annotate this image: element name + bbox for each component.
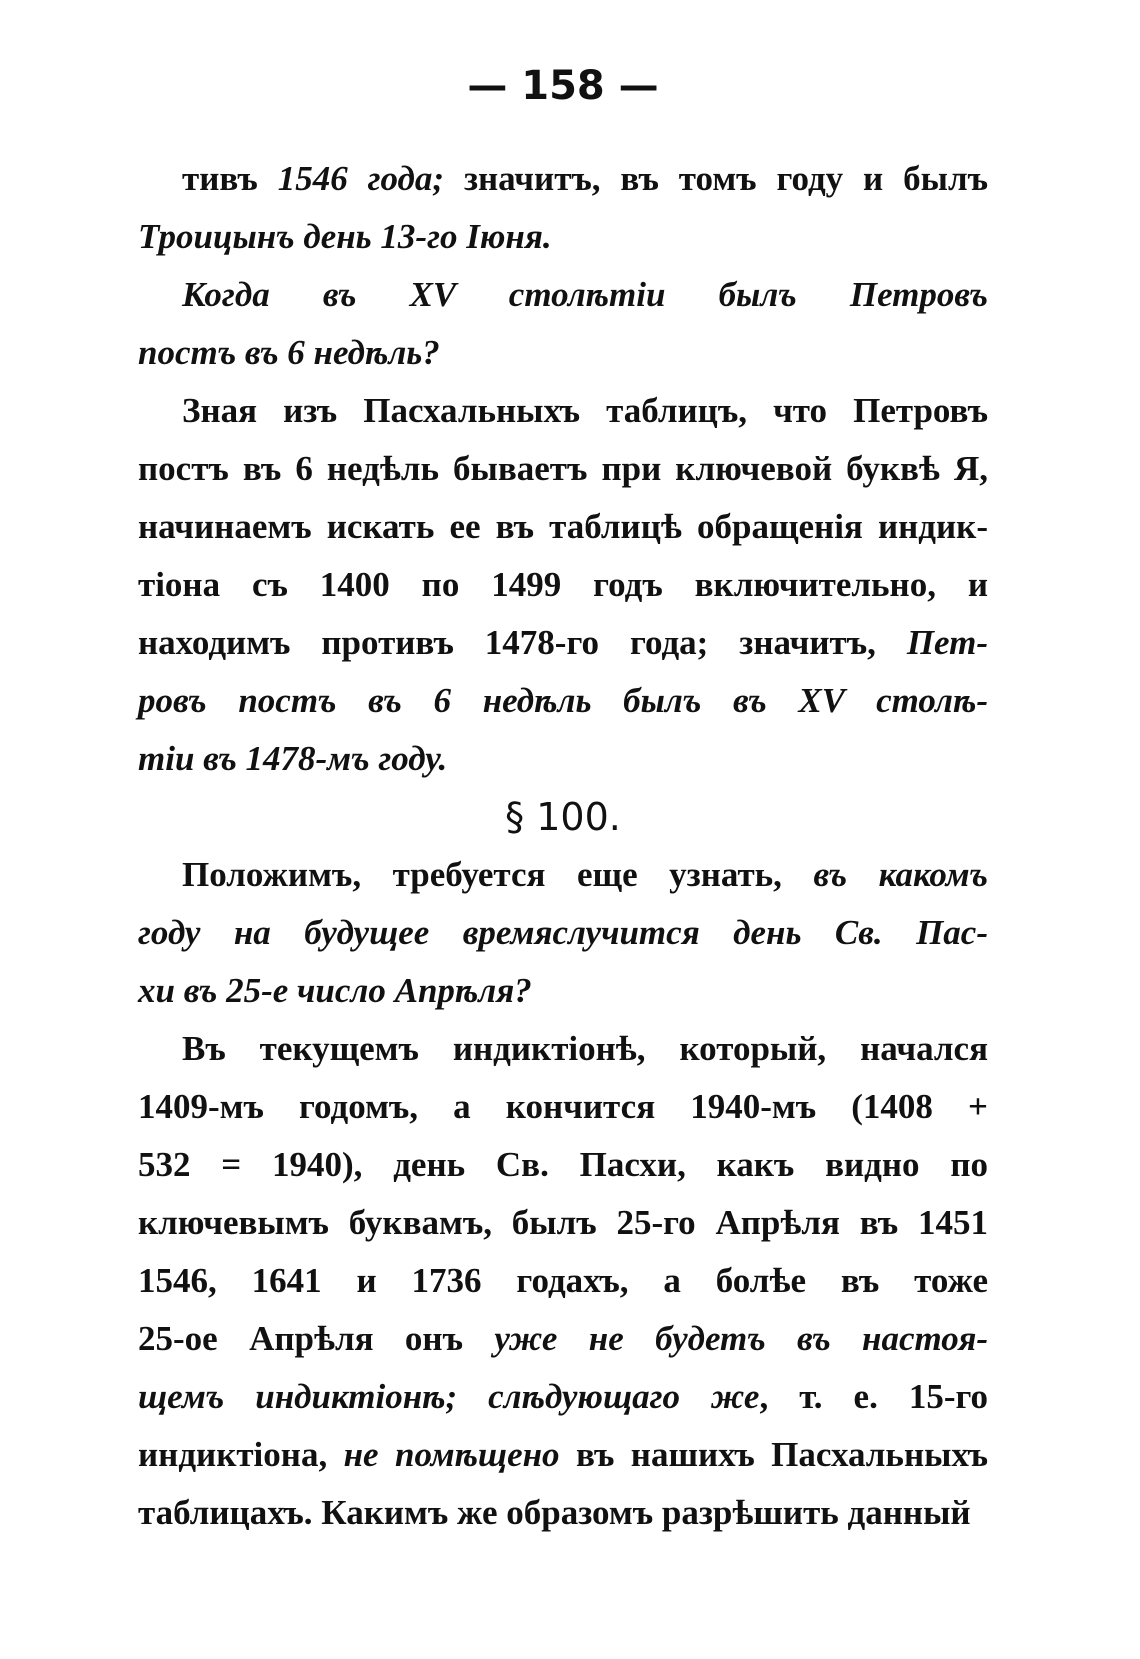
line-text: тивъ: [182, 159, 278, 198]
text-line: [138, 266, 988, 324]
line-text: тіона съ 1400 по 1499 годъ включительно, и: [138, 565, 988, 604]
line-text: 1409-мъ годомъ, а кончится 1940-мъ (1408 +: [138, 1087, 988, 1126]
text-line: [138, 1078, 988, 1136]
page-number: — 158 —: [467, 63, 659, 109]
line-text-italic: щемъ индиктіонѣ; слѣдующаго же: [138, 1377, 760, 1416]
text-line: [138, 1484, 988, 1542]
paragraph: [138, 846, 988, 1020]
line-text-italic: въ какомъ: [813, 855, 989, 894]
line-text: Зная изъ Пасхальныхъ таблицъ, что Петровъ: [182, 391, 988, 430]
text-line: [138, 730, 988, 788]
text-line: [138, 672, 988, 730]
line-text-italic: году на будущее времяслучится день Св. Пас-: [138, 913, 988, 952]
text-line: [138, 382, 988, 440]
text-line: [138, 1368, 988, 1426]
text-line: [138, 962, 988, 1020]
line-text: индиктіона,: [138, 1435, 344, 1474]
text-line: [138, 1426, 988, 1484]
line-text: Въ текущемъ индиктіонѣ, который, начался: [182, 1029, 988, 1068]
page-body: [138, 150, 988, 1542]
text-line: [138, 440, 988, 498]
text-line: [138, 556, 988, 614]
text-line: [138, 1136, 988, 1194]
paragraph: [138, 150, 988, 266]
text-line: [138, 1020, 988, 1078]
line-text-italic: уже не будетъ въ настоя-: [494, 1319, 988, 1358]
line-text-italic: Когда въ XV столѣтіи былъ Петровъ: [182, 275, 988, 314]
line-text-italic: Пет-: [906, 623, 988, 662]
line-text: 1546, 1641 и 1736 годахъ, а болѣе въ тоже: [138, 1261, 988, 1300]
text-line: [138, 846, 988, 904]
line-text: 25-ое Апрѣля онъ: [138, 1319, 495, 1358]
line-text: постъ въ 6 недѣль бываетъ при ключевой буквѣ Я,: [138, 449, 988, 488]
section-heading: § 100.: [505, 795, 621, 839]
line-text-italic: ровъ постъ въ 6 недѣль былъ въ XV столѣ-: [138, 681, 988, 720]
line-text: таблицахъ. Какимъ же образомъ разрѣшить данный: [138, 1493, 971, 1532]
line-text-italic: не помѣщено: [343, 1435, 560, 1474]
text-line: [138, 208, 988, 266]
line-text: находимъ противъ 1478-го года; значитъ,: [138, 623, 907, 662]
line-text: 532 = 1940), день Св. Пасхи, какъ видно по: [138, 1145, 988, 1184]
text-line: [138, 1194, 988, 1252]
line-text-italic: постъ въ 6 недѣль?: [138, 333, 440, 372]
line-text: значитъ, въ томъ году и былъ: [444, 159, 988, 198]
text-line: [138, 1252, 988, 1310]
text-line: [138, 904, 988, 962]
line-text: Положимъ, требуется еще узнать,: [182, 855, 814, 894]
paragraph: [138, 266, 988, 382]
line-text-italic: хи въ 25-е число Апрѣля?: [138, 971, 532, 1010]
line-text-italic: Троицынъ день 13-го Іюня.: [138, 217, 552, 256]
line-text-italic: тіи въ 1478-мъ году.: [138, 739, 448, 778]
text-line: [138, 498, 988, 556]
line-text: ключевымъ буквамъ, былъ 25-го Апрѣля въ 1451: [138, 1203, 988, 1242]
text-line: [138, 614, 988, 672]
line-text: начинаемъ искать ее въ таблицѣ обращенія индик-: [138, 507, 988, 546]
text-line: [138, 150, 988, 208]
line-text: въ нашихъ Пасхальныхъ: [559, 1435, 989, 1474]
paragraph: [138, 1020, 988, 1542]
text-line: [138, 324, 988, 382]
text-block-after-section: [138, 846, 988, 1542]
text-block-before-section: [138, 150, 988, 788]
line-text: , т. е. 15-го: [759, 1377, 988, 1416]
paragraph: [138, 382, 988, 788]
line-text-italic: 1546 года;: [277, 159, 445, 198]
text-line: [138, 1310, 988, 1368]
